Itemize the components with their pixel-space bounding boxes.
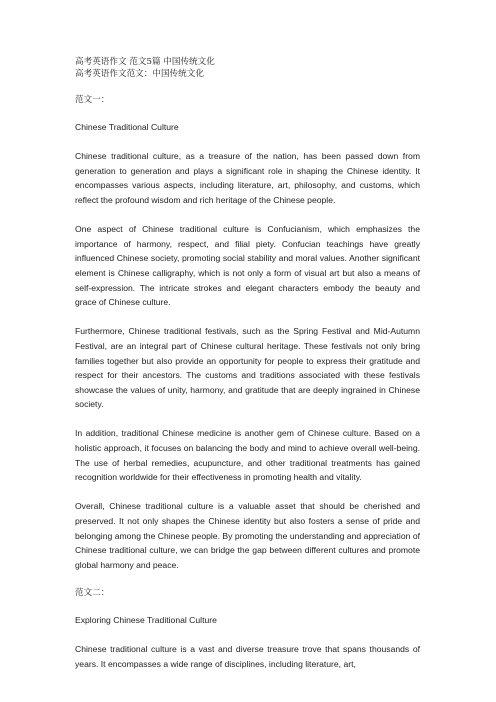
header-line-2: 高考英语作文范文：中国传统文化 [75,69,204,79]
essay-1-paragraph: One aspect of Chinese traditional culture is Confucianism, which emphasizes the importance of harmony, respect, and filial piety. Confucian teachings have greatly influenced Chinese society, promoting social stability and moral values. Another significant element is Chinese calligraphy, which is not only a form of visual art but also a means of self-expression. The intricate strokes and elegant characters embody the beauty and grace of Chinese culture. [75,224,420,308]
essay-1-paragraph: Chinese traditional culture, as a treasure of the nation, has been passed down from generation to generation and plays a significant role in shaping the Chinese identity. It encompasses various aspects, including literature, art, philosophy, and customs, which reflect the profound wisdom and rich heritage of the Chinese people. [75,151,420,205]
document-content [75,56,420,671]
essay-1-paragraph: Furthermore, Chinese traditional festivals, such as the Spring Festival and Mid-Autumn Festival, are an integral part of Chinese cultural heritage. These festivals not only bring families together but also provide an opportunity for people to express their gratitude and respect for their ancestors. The customs and traditions associated with these festivals showcase the values of unity, harmony, and gratitude that are deeply ingrained in Chinese society. [75,326,420,410]
essay-1-paragraph: In addition, traditional Chinese medicine is another gem of Chinese culture. Based on a holistic approach, it focuses on balancing the body and mind to achieve overall well-being. The use of herbal remedies, acupuncture, and other traditional treatments has gained recognition worldwide for their effectiveness in promoting health and vitality. [75,428,420,483]
header-line-1: 高考英语作文 范文5篇 中国传统文化 [75,57,215,67]
essay-1-label: 范文一： [75,95,110,105]
essay-1-title: Chinese Traditional Culture [75,122,179,132]
essay-2-title: Exploring Chinese Traditional Culture [75,615,217,625]
essay-2-paragraph: Chinese traditional culture is a vast and diverse treasure trove that spans thousands of years. It encompasses a wide range of disciplines, including literature, art, [75,644,420,669]
essay-2-label: 范文二： [75,588,110,598]
essay-1-paragraph: Overall, Chinese traditional culture is a valuable asset that should be cherished and preserved. It not only shapes the Chinese identity but also fosters a sense of pride and belonging among the Chinese people. By promoting the understanding and appreciation of Chinese traditional culture, we can bridge the gap between different cultures and promote global harmony and peace. [75,501,420,570]
